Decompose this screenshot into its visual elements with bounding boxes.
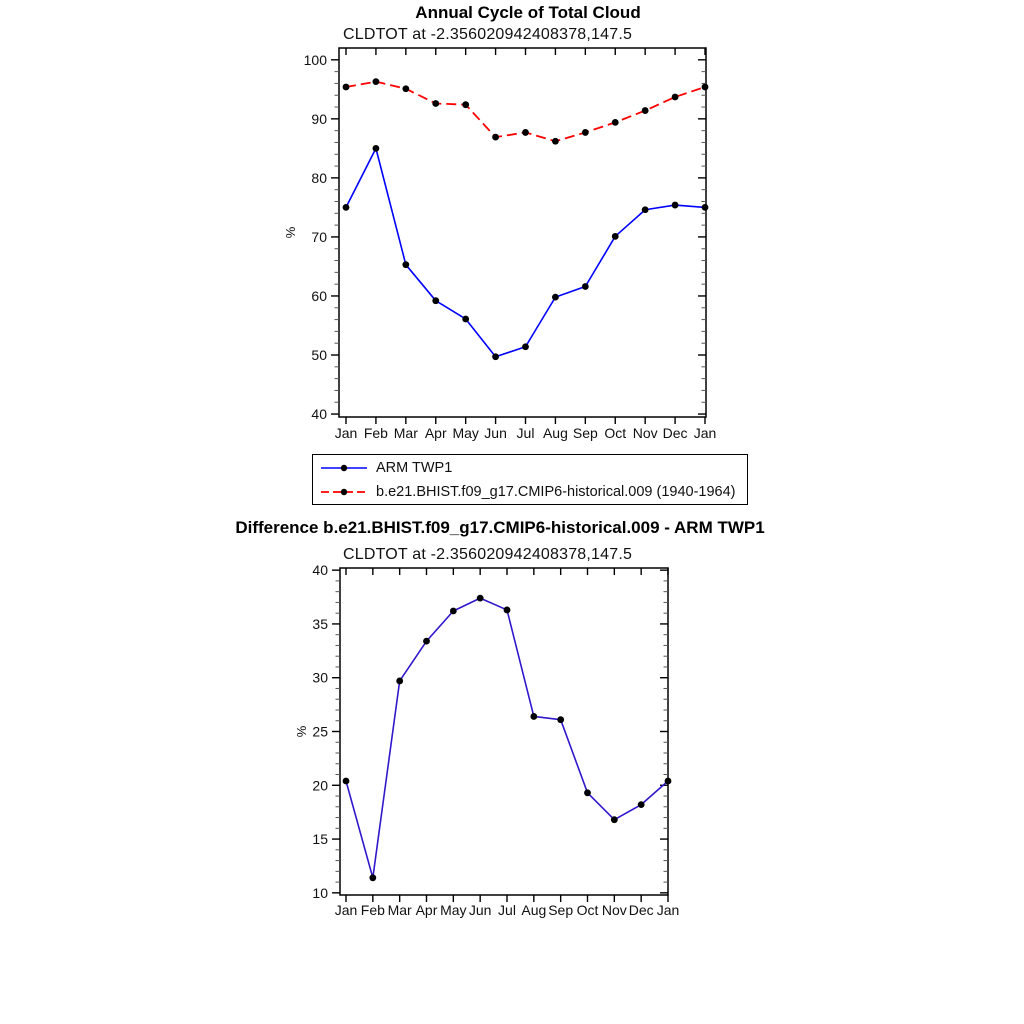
series-line-0	[346, 148, 705, 356]
legend-row-model	[319, 480, 747, 504]
data-point-marker	[584, 789, 591, 796]
legend-marker-dot-icon	[341, 488, 347, 494]
month-tick-label: Jun	[484, 425, 507, 441]
legend-marker-dot-icon	[341, 464, 347, 470]
month-tick-label: Apr	[415, 902, 438, 918]
y-tick-label: 90	[311, 110, 327, 127]
legend-box	[312, 454, 748, 505]
month-tick-label: Feb	[363, 425, 388, 441]
data-point-marker	[373, 78, 380, 85]
top-chart-subtitle: CLDTOT at -2.356020942408378,147.5	[343, 26, 633, 43]
data-point-marker	[582, 129, 589, 136]
data-point-marker	[477, 595, 484, 602]
data-point-marker	[557, 716, 564, 723]
y-tick-label: 100	[303, 51, 327, 68]
month-tick-label: Jun	[468, 902, 492, 918]
month-tick-label: Nov	[601, 902, 627, 918]
data-point-marker	[672, 94, 679, 101]
y-tick-label: 35	[312, 615, 328, 632]
data-point-marker	[612, 119, 619, 126]
legend-sample-arm	[319, 462, 369, 474]
month-tick-label: Feb	[360, 902, 385, 918]
data-point-marker	[492, 353, 499, 360]
plot-frame	[339, 48, 706, 417]
month-tick-label: Mar	[387, 902, 412, 918]
data-point-marker	[402, 261, 409, 268]
month-tick-label: Dec	[662, 425, 688, 441]
legend-label-model: b.e21.BHIST.f09_g17.CMIP6-historical.009 (1940-1964)	[376, 483, 736, 500]
y-tick-label: 10	[312, 884, 328, 901]
data-point-marker	[343, 204, 350, 211]
y-tick-label: 60	[311, 287, 327, 304]
legend-label-arm: ARM TWP1	[376, 459, 453, 476]
data-point-marker	[343, 778, 350, 785]
month-tick-label: Sep	[572, 425, 598, 441]
data-point-marker	[642, 206, 649, 213]
bottom-chart-subtitle: CLDTOT at -2.356020942408378,147.5	[343, 546, 633, 563]
data-point-marker	[552, 138, 559, 145]
y-axis-title: %	[283, 226, 298, 239]
month-tick-label: Jan	[334, 425, 358, 441]
data-point-marker	[642, 107, 649, 114]
data-point-marker	[396, 678, 403, 685]
data-point-marker	[373, 145, 380, 152]
data-point-marker	[432, 100, 439, 107]
y-axis-title: %	[294, 725, 309, 738]
data-point-marker	[432, 297, 439, 304]
month-tick-label: Mar	[393, 425, 418, 441]
bottom-chart-plot	[294, 562, 679, 918]
data-point-marker	[702, 84, 709, 91]
data-point-marker	[423, 638, 430, 645]
month-tick-label: Jan	[693, 425, 717, 441]
month-tick-label: Oct	[576, 902, 599, 918]
data-point-marker	[402, 85, 409, 92]
data-point-marker	[672, 202, 679, 209]
bottom-chart-title: Difference b.e21.BHIST.f09_g17.CMIP6-historical.009 - ARM TWP1	[235, 518, 765, 537]
y-tick-label: 20	[312, 777, 328, 794]
month-tick-label: Nov	[632, 425, 658, 441]
y-tick-label: 70	[311, 228, 327, 245]
y-tick-label: 40	[312, 562, 328, 579]
data-point-marker	[462, 316, 469, 323]
y-tick-label: 25	[312, 723, 328, 740]
data-point-marker	[702, 204, 709, 211]
data-point-marker	[522, 129, 529, 136]
y-tick-label: 15	[312, 831, 328, 848]
y-tick-label: 30	[312, 669, 328, 686]
month-tick-label: Aug	[542, 425, 568, 441]
data-point-marker	[611, 816, 618, 823]
data-point-marker	[530, 713, 537, 720]
data-point-marker	[492, 134, 499, 141]
month-tick-label: Jan	[334, 902, 358, 918]
data-point-marker	[450, 608, 457, 615]
month-tick-label: May	[440, 902, 467, 918]
top-chart-title: Annual Cycle of Total Cloud	[415, 3, 641, 22]
month-tick-label: Dec	[628, 902, 654, 918]
data-point-marker	[665, 778, 672, 785]
legend-sample-model	[319, 486, 369, 498]
data-point-marker	[612, 233, 619, 240]
month-tick-label: Jan	[656, 902, 680, 918]
data-point-marker	[369, 874, 376, 881]
month-tick-label: Apr	[424, 425, 447, 441]
data-point-marker	[522, 343, 529, 350]
month-tick-label: Jul	[516, 425, 535, 441]
plot-frame	[340, 568, 668, 895]
data-point-marker	[638, 801, 645, 808]
data-point-marker	[504, 607, 511, 614]
y-tick-label: 40	[311, 406, 327, 423]
data-point-marker	[552, 294, 559, 301]
month-tick-label: Aug	[521, 902, 547, 918]
legend-row-arm	[319, 456, 747, 480]
month-tick-label: May	[452, 425, 479, 441]
data-point-marker	[343, 84, 350, 91]
data-point-marker	[462, 101, 469, 108]
month-tick-label: Oct	[604, 425, 627, 441]
top-chart-plot	[283, 48, 716, 441]
y-tick-label: 80	[311, 169, 327, 186]
month-tick-label: Jul	[498, 902, 516, 918]
y-tick-label: 50	[311, 347, 327, 364]
data-point-marker	[582, 283, 589, 290]
month-tick-label: Sep	[548, 902, 574, 918]
series-line-0	[346, 598, 668, 878]
